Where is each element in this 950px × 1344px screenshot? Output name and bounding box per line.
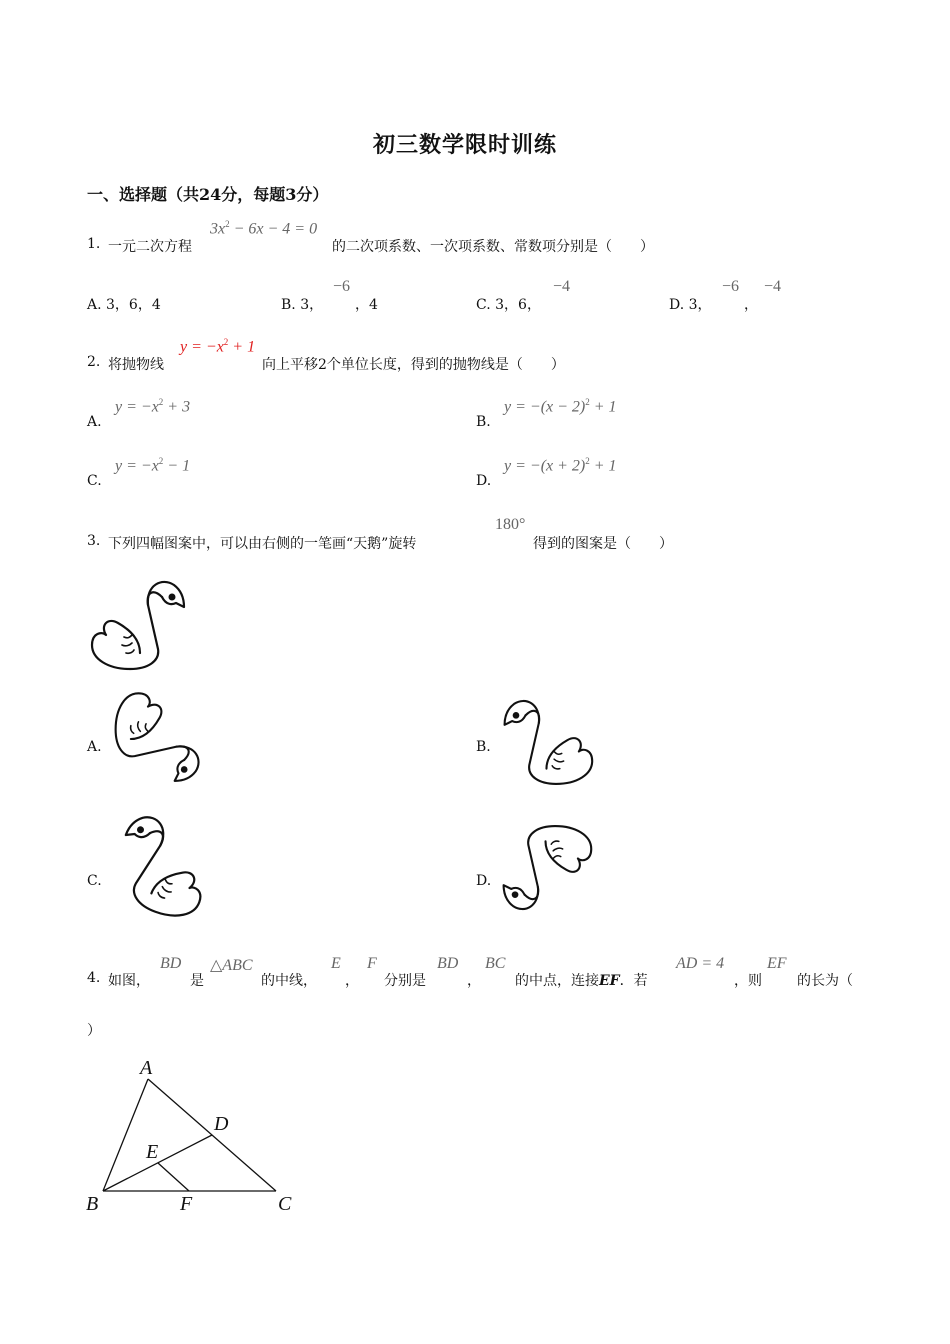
question-text: 的二次项系数、一次项系数、常数项分别是（ ） (332, 239, 654, 255)
math-bd: BD (160, 955, 182, 972)
option-c-math: −4 (553, 278, 571, 295)
page-title: 初三数学限时训练 (373, 132, 558, 158)
option-c[interactable]: C. (87, 873, 102, 889)
math-ef: EF (767, 955, 787, 972)
option-b[interactable]: B. (476, 739, 491, 755)
swan-option-b-image[interactable] (496, 692, 596, 792)
triangle-figure (80, 1050, 310, 1220)
question-text: ， (467, 973, 481, 989)
question-text: 的中线， (261, 973, 317, 989)
option-b[interactable]: B. (476, 414, 491, 430)
option-b-math: $y = -(x - 2)^2 + 1$ (504, 397, 617, 416)
swan-reference-image (88, 575, 193, 675)
option-b-text: ，4 (355, 297, 378, 313)
swan-option-c-image[interactable] (108, 816, 213, 918)
section-heading: 一、选择题（共24分，每题3分） (87, 185, 329, 204)
question-text: 一元二次方程 (108, 239, 192, 255)
question-number: 4. (87, 970, 101, 986)
option-a[interactable]: A. (87, 414, 102, 430)
option-d[interactable]: D. 3， (669, 297, 712, 313)
question-text: ， (345, 973, 359, 989)
math-bc: BC (485, 955, 506, 972)
segment-ab (103, 1079, 148, 1191)
label-f: F (180, 1193, 193, 1215)
option-c[interactable]: C. 3，6， (476, 297, 541, 313)
option-a[interactable]: A. (87, 739, 102, 755)
label-e: E (146, 1141, 159, 1163)
question-text: 的中点，连接EF．若 (515, 973, 648, 989)
label-a: A (140, 1057, 153, 1079)
question-text: 的长为（ (797, 973, 853, 989)
option-a-math: $y = -x^2 + 3$ (115, 397, 191, 416)
question-text: 是 (190, 973, 204, 989)
question-text: ） (87, 1023, 101, 1039)
option-c[interactable]: C. (87, 473, 102, 489)
question-number: 2. (87, 354, 101, 370)
question-text: 如图， (108, 973, 150, 989)
question-text: 分别是 (384, 973, 426, 989)
option-d-math: −4 (764, 278, 782, 295)
option-d[interactable]: D. (476, 873, 492, 889)
math-f: F (367, 955, 377, 972)
rotation-angle: 180° (495, 516, 526, 533)
question-number: 1. (87, 236, 101, 252)
label-b: B (86, 1193, 99, 1215)
equation: $3x^2 - 6x - 4 = 0$ (210, 219, 318, 238)
label-c: C (278, 1193, 292, 1215)
option-d-math: −6 (722, 278, 740, 295)
swan-option-a-image[interactable] (108, 685, 208, 793)
label-d: D (214, 1113, 229, 1135)
swan-option-d-image[interactable] (496, 818, 596, 918)
parabola-equation: $y = -x^2 + 1$ (180, 337, 256, 356)
option-a[interactable]: A. 3，6，4 (87, 297, 161, 313)
question-text: 下列四幅图案中，可以由右侧的一笔画“天鹅”旋转 (108, 536, 417, 552)
question-number: 3. (87, 533, 101, 549)
math-triangle: △ABC (210, 957, 253, 974)
option-c-math: $y = -x^2 - 1$ (115, 456, 191, 475)
question-text: 将抛物线 (108, 357, 164, 373)
option-d-math: $y = -(x + 2)^2 + 1$ (504, 456, 617, 475)
option-b[interactable]: B. 3， (281, 297, 324, 313)
segment-ef (158, 1163, 189, 1191)
option-b-math: −6 (333, 278, 351, 295)
math-bd: BD (437, 955, 459, 972)
option-d-text: ， (744, 297, 758, 313)
question-text: ，则 (734, 973, 762, 989)
option-d[interactable]: D. (476, 473, 492, 489)
question-text: 得到的图案是（ ） (533, 536, 673, 552)
math-ad: AD = 4 (676, 955, 725, 972)
math-e: E (331, 955, 341, 972)
question-text: 向上平移2个单位长度，得到的抛物线是（ ） (262, 357, 565, 373)
